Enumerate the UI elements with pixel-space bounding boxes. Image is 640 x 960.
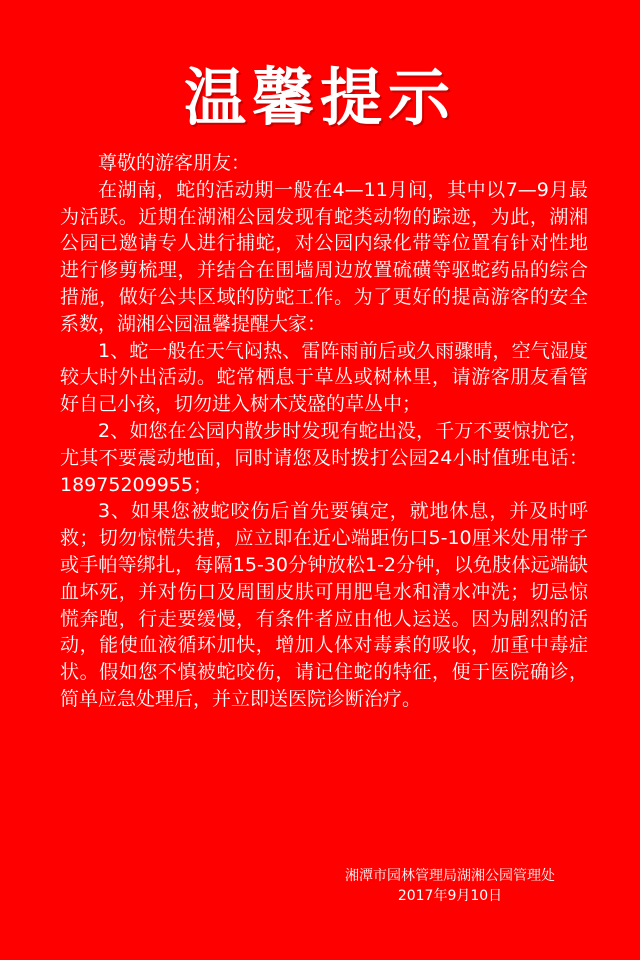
paragraph-tip-3: 3、如果您被蛇咬伤后首先要镇定，就地休息，并及时呼救；切勿惊慌失措，应立即在近心端距伤口5-10厘米处用带子或手帕等绑扎，每隔15-30分钟放松1-2分钟，以免肢体远端缺血坏死，并对伤口及周围皮肤可用肥皂水和清水冲洗；切忌惊慌奔跑，行走要缓慢，有条件者应由他人运送。因为剧烈的活动，能使血液循环加快，增加人体对毒素的吸收，加重中毒症状。假如您不慎被蛇咬伤，请记住蛇的特征，便于医院确诊，简单应急处理后，并立即送医院诊断治疗。 bbox=[60, 500, 588, 710]
issuing-organization: 湘潭市园林管理局湖湘公园管理处 bbox=[345, 868, 555, 884]
paragraph-intro: 在湖南，蛇的活动期一般在4—11月间，其中以7—9月最为活跃。近期在湖湘公园发现有蛇类动物的踪迹，为此，湖湘公园已邀请专人进行捕蛇，对公园内绿化带等位置有针对性地进行修剪梳理，并结合在围墙周边放置硫磺等驱蛇药品的综合措施，做好公共区域的防蛇工作。为了更好的提高游客的安全系数，湖湘公园温馨提醒大家： bbox=[60, 178, 588, 335]
paragraph-tip-2: 2、如您在公园内散步时发现有蛇出没，千万不要惊扰它，尤其不要震动地面，同时请您及时拨打公园24小时值班电话：18975209955； bbox=[60, 419, 588, 496]
paragraph-tip-1: 1、蛇一般在天气闷热、雷阵雨前后或久雨骤晴，空气湿度较大时外出活动。蛇常栖息于草丛或树林里，请游客朋友看管好自己小孩，切勿进入树木茂盛的草丛中； bbox=[60, 339, 588, 416]
notice-body bbox=[60, 150, 588, 713]
notice-title: 温馨提示 bbox=[183, 61, 456, 134]
issue-date: 2017年9月10日 bbox=[397, 888, 503, 904]
salutation: 尊敬的游客朋友： bbox=[98, 152, 251, 174]
notice-footer bbox=[300, 866, 600, 906]
